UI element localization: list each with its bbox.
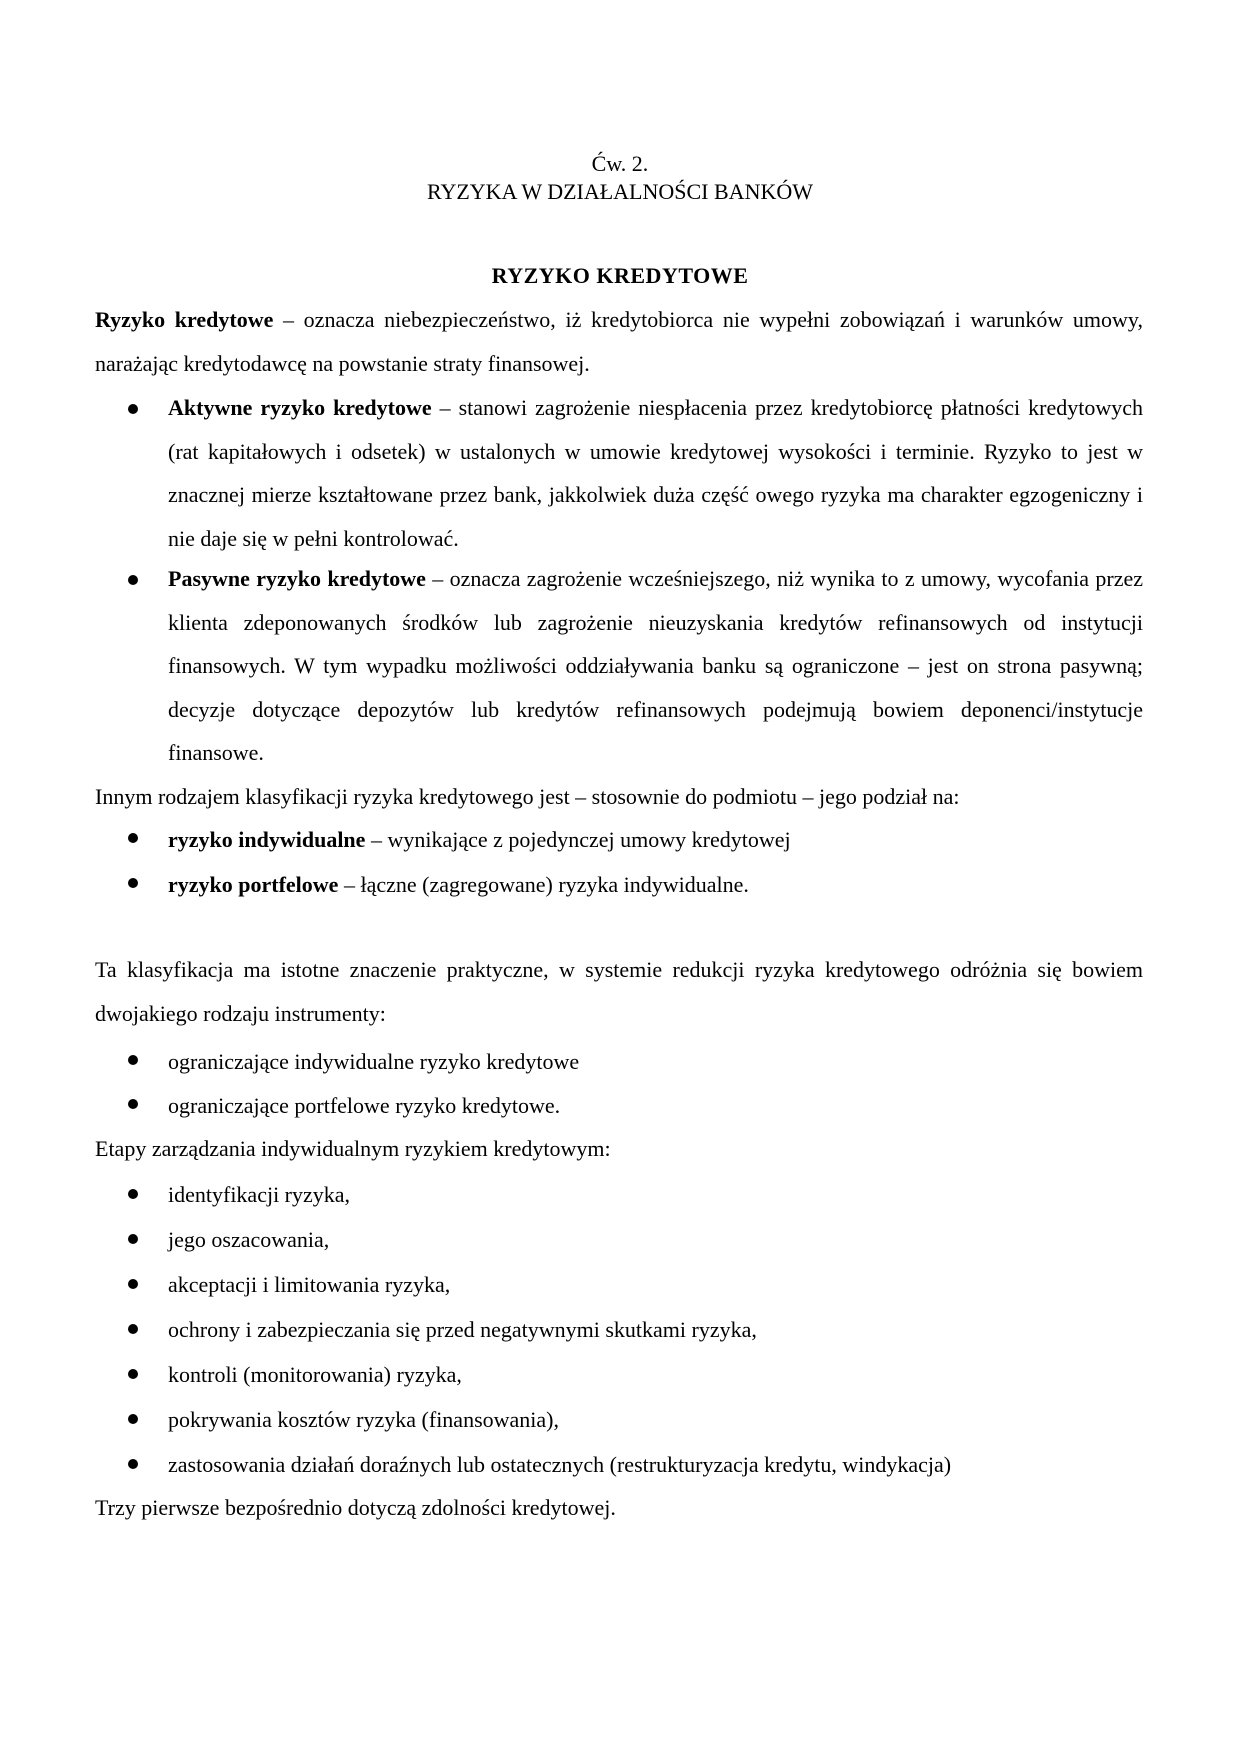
instruments-intro: Ta klasyfikacja ma istotne znaczenie praktyczne, w systemie redukcji ryzyka kredytowego odróżnia się bowiem dwojakiego rodzaju instrumenty:: [95, 957, 1143, 1026]
individual-risk-term: ryzyko indywidualne: [168, 827, 366, 852]
bullet-icon: [128, 404, 138, 414]
active-risk-text: – stanowi zagrożenie niespłacenia przez kredytobiorcę płatności kredytowych (rat kapitałowych i odsetek) w ustalonych w umowie kredytowej wysokości i terminie. Ryzyko to jest w znacznej mierze kształtowane przez bank, jakkolwiek duża część owego ryzyka ma charakter egzogeniczny i nie daje się w pełni kontrolować.: [168, 395, 1144, 551]
definition-text: – oznacza niebezpieczeństwo, iż kredytobiorca nie wypełni zobowiązań i warunków umowy, narażając kredytodawcę na powstanie straty finansowej.: [95, 307, 1143, 376]
list-item-stage: pokrywania kosztów ryzyka (finansowania),: [168, 1407, 559, 1432]
list-item-active-risk: [168, 386, 1143, 560]
active-risk-term: Aktywne ryzyko kredytowe: [168, 395, 432, 420]
list-item-stage: zastosowania działań doraźnych lub ostatecznych (restrukturyzacja kredytu, windykacja): [168, 1452, 952, 1477]
bullet-icon: [128, 575, 138, 585]
list-item-stage: kontroli (monitorowania) ryzyka,: [168, 1362, 462, 1387]
portfolio-risk-term: ryzyko portfelowe: [168, 872, 339, 897]
document-title: RYZYKA W DZIAŁALNOŚCI BANKÓW: [426, 179, 813, 204]
bullet-icon: [128, 878, 138, 888]
bullet-icon: [128, 833, 138, 843]
bullet-icon: [128, 1055, 138, 1065]
definition-paragraph: [95, 298, 1143, 385]
bullet-icon: [128, 1324, 138, 1334]
portfolio-risk-text: – łączne (zagregowane) ryzyka indywidualne.: [338, 872, 749, 897]
bullet-icon: [128, 1099, 138, 1109]
list-item-instrument: ograniczające portfelowe ryzyko kredytowe.: [168, 1093, 561, 1118]
list-item-individual-risk: [168, 818, 1143, 862]
bullet-icon: [128, 1279, 138, 1289]
bullet-icon: [128, 1369, 138, 1379]
list-item-stage: akceptacji i limitowania ryzyka,: [168, 1272, 451, 1297]
list-item-stage: jego oszacowania,: [168, 1227, 330, 1252]
classification-intro: Innym rodzajem klasyfikacji ryzyka kredytowego jest – stosownie do podmiotu – jego podział na:: [95, 784, 960, 809]
definition-term: Ryzyko kredytowe: [95, 307, 274, 332]
passive-risk-term: Pasywne ryzyko kredytowe: [168, 566, 426, 591]
bullet-icon: [128, 1459, 138, 1469]
closing-sentence: Trzy pierwsze bezpośrednio dotyczą zdolności kredytowej.: [95, 1495, 616, 1520]
bullet-icon: [128, 1234, 138, 1244]
bullet-icon: [128, 1414, 138, 1424]
passive-risk-text: – oznacza zagrożenie wcześniejszego, niż wynika to z umowy, wycofania przez klienta zdeponowanych środków lub zagrożenie nieuzyskania kredytów refinansowych od instytucji finansowych. W tym wypadku możliwości oddziaływania banku są ograniczone – jest on strona pasywną; decyzje dotyczące depozytów lub kredytów refinansowych podejmują bowiem deponenci/instytucje finansowe.: [168, 566, 1143, 765]
list-item-stage: identyfikacji ryzyka,: [168, 1182, 351, 1207]
exercise-number: Ćw. 2.: [591, 151, 649, 176]
section-heading: RYZYKO KREDYTOWE: [491, 263, 749, 288]
list-item-portfolio-risk: [168, 863, 1143, 907]
list-item-stage: ochrony i zabezpieczania się przed negatywnymi skutkami ryzyka,: [168, 1317, 757, 1342]
bullet-icon: [128, 1189, 138, 1199]
list-item-passive-risk: [168, 557, 1143, 775]
stages-intro: Etapy zarządzania indywidualnym ryzykiem kredytowym:: [95, 1136, 611, 1161]
list-item-instrument: ograniczające indywidualne ryzyko kredytowe: [168, 1049, 580, 1074]
individual-risk-text: – wynikające z pojedynczej umowy kredytowej: [365, 827, 791, 852]
